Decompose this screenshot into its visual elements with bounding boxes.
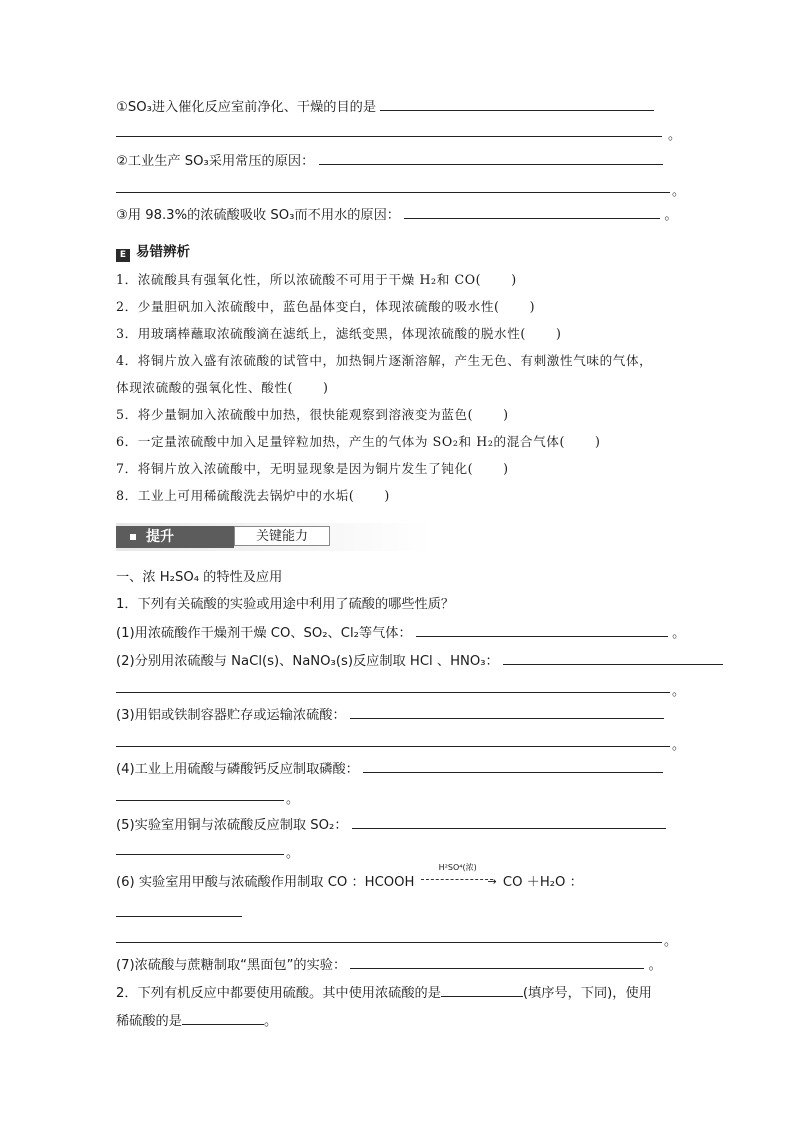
close-paren: )	[384, 488, 390, 503]
arrow-icon: →	[487, 875, 497, 888]
subquestion-7	[116, 954, 682, 976]
subquestion-1	[116, 622, 686, 644]
error-analysis-icon: E	[116, 249, 130, 262]
question-2	[116, 982, 682, 1004]
section-heading: 一、浓 H₂SO₄ 的特性及应用	[116, 570, 283, 585]
close-paren: )	[529, 299, 536, 314]
period: 。	[286, 846, 300, 861]
answer-blank[interactable]	[116, 942, 662, 943]
reaction-products: CO ＋H₂O ：	[502, 875, 583, 890]
close-paren: )	[503, 461, 509, 476]
subquestion-text: (1)用浓硫酸作干燥剂干燥 CO、SO₂、Cl₂等气体：	[116, 626, 412, 641]
answer-blank[interactable]	[116, 854, 284, 855]
subquestion-text: (7)浓硫酸与蔗糖制取“黑面包”的实验：	[116, 958, 347, 973]
period: 。	[672, 684, 686, 699]
answer-blank[interactable]	[116, 800, 284, 801]
period: 。	[672, 184, 686, 199]
answer-blank[interactable]	[116, 136, 662, 137]
question-text: 稀硫酸的是	[116, 1014, 182, 1029]
question-2-cont	[116, 1010, 682, 1032]
reaction-condition: H²SO⁴(浓)	[438, 863, 477, 872]
item-text: 8．工业上可用稀硫酸洗去锅炉中的水垢(	[116, 488, 355, 503]
close-paren: )	[511, 272, 517, 287]
question-row-2	[116, 150, 682, 172]
period: 。	[664, 934, 678, 949]
question-text: (填序号，下同)，使用	[522, 986, 652, 1001]
close-paren: )	[323, 380, 329, 395]
reaction-arrow	[419, 863, 499, 888]
subquestion-4	[116, 758, 682, 780]
item-text: 7．将铜片放入浓硫酸中，无明显现象是因为铜片发生了钝化(	[116, 461, 474, 476]
section-title: 易错辨析	[136, 244, 190, 260]
judgement-item-1	[116, 270, 682, 290]
period: 。	[668, 128, 682, 143]
banner-tag: 关键能力	[234, 526, 330, 546]
item-text: 体现浓硫酸的强氧化性、酸性(	[116, 380, 294, 395]
subquestion-5	[116, 814, 682, 836]
subquestion-text: (2)分别用浓硫酸与 NaCl(s)、NaNO₃(s)反应制取 HCl 、HNO₃：	[116, 654, 499, 669]
period: 。	[664, 208, 678, 223]
answer-blank[interactable]	[441, 982, 523, 997]
answer-blank[interactable]	[116, 746, 670, 747]
question-text: ②工业生产 SO₃采用常压的原因：	[116, 154, 315, 169]
answer-blank[interactable]	[363, 758, 663, 773]
question-intro: 1．下列有关硫酸的实验或用途中利用了硫酸的哪些性质？	[116, 597, 455, 612]
period: 。	[672, 626, 686, 641]
answer-blank[interactable]	[380, 96, 654, 111]
item-text: 6．一定量浓硫酸中加入足量锌粒加热，产生的气体为 SO₂和 H₂的混合气体(	[116, 434, 565, 449]
square-bullet-icon	[130, 534, 136, 540]
question-text: ③用 98.3%的浓硫酸吸收 SO₃而不用水的原因：	[116, 208, 400, 223]
close-paren: )	[503, 407, 509, 422]
close-paren: )	[555, 326, 562, 341]
period: 。	[648, 958, 662, 973]
answer-blank[interactable]	[116, 192, 670, 193]
banner-label	[116, 526, 234, 548]
question-row-3	[116, 204, 682, 226]
subquestion-3	[116, 704, 682, 726]
question-text: 2．下列有机反应中都要使用硫酸。其中使用浓硫酸的是	[116, 986, 441, 1001]
answer-blank[interactable]	[352, 814, 666, 829]
item-text: 2．少量胆矾加入浓硫酸中，蓝色晶体变白，体现浓硫酸的吸水性(	[116, 299, 500, 314]
judgement-item-6	[116, 432, 682, 452]
answer-blank[interactable]	[350, 954, 644, 969]
judgement-item-4	[116, 351, 682, 371]
answer-blank[interactable]	[416, 622, 668, 637]
question-row-1	[116, 96, 682, 118]
judgement-item-4-cont	[116, 378, 682, 398]
section-heading-yicuo	[116, 240, 190, 262]
subquestion-text: (5)实验室用铜与浓硫酸反应制取 SO₂：	[116, 818, 348, 833]
subquestion-text: (4)工业上用硫酸与磷酸钙反应制取磷酸：	[116, 762, 359, 777]
judgement-item-7	[116, 459, 682, 479]
item-text: 4．将铜片放入盛有浓硫酸的试管中，加热铜片逐渐溶解，产生无色、有刺激性气味的气体，	[116, 353, 653, 368]
subquestion-6	[116, 863, 682, 893]
close-paren: )	[594, 434, 601, 449]
item-text: 5．将少量铜加入浓硫酸中加热，很快能观察到溶液变为蓝色(	[116, 407, 474, 422]
question-text: ①SO₃进入催化反应室前净化、干燥的目的是	[116, 100, 377, 115]
banner-left-text: 提升	[146, 529, 174, 545]
subquestion-2	[116, 650, 682, 672]
section-banner	[116, 523, 431, 551]
period: 。	[286, 792, 300, 807]
answer-blank[interactable]	[116, 916, 242, 917]
subquestion-text: (3)用铝或铁制容器贮存或运输浓硫酸：	[116, 708, 346, 723]
period: 。	[672, 738, 686, 753]
answer-blank[interactable]	[404, 204, 660, 219]
judgement-item-8	[116, 486, 682, 506]
answer-blank[interactable]	[503, 650, 723, 665]
answer-blank[interactable]	[350, 704, 664, 719]
answer-blank[interactable]	[182, 1010, 264, 1025]
judgement-item-3	[116, 324, 682, 344]
answer-blank[interactable]	[116, 692, 670, 693]
judgement-item-5	[116, 405, 682, 425]
subquestion-text: (6) 实验室用甲酸与浓硫酸作用制取 CO ：HCOOH	[116, 875, 415, 890]
judgement-item-2	[116, 297, 682, 317]
item-text: 3．用玻璃棒蘸取浓硫酸滴在滤纸上，滤纸变黑，体现浓硫酸的脱水性(	[116, 326, 526, 341]
answer-blank[interactable]	[319, 150, 663, 165]
period: 。	[263, 1014, 278, 1029]
item-text: 1．浓硫酸具有强氧化性，所以浓硫酸不可用于干燥 H₂和 CO(	[116, 272, 482, 287]
